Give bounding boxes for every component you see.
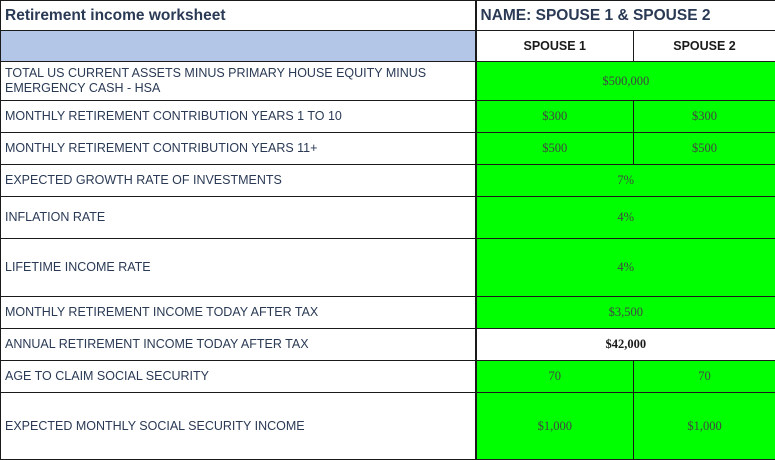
monthly-income-label[interactable]: MONTHLY RETIREMENT INCOME TODAY AFTER TAX bbox=[1, 297, 476, 329]
contrib-1-10-spouse2-cell[interactable]: $300 bbox=[634, 101, 775, 133]
spouse1-header[interactable]: SPOUSE 1 bbox=[476, 31, 634, 62]
ss-age-label[interactable]: AGE TO CLAIM SOCIAL SECURITY bbox=[1, 361, 476, 393]
header-blank-cell[interactable] bbox=[1, 31, 476, 62]
monthly-income-cell[interactable]: $3,500 bbox=[476, 297, 775, 329]
spouse2-header[interactable]: SPOUSE 2 bbox=[634, 31, 775, 62]
assets-value-cell[interactable]: $500,000 bbox=[476, 62, 775, 101]
ss-income-label[interactable]: EXPECTED MONTHLY SOCIAL SECURITY INCOME bbox=[1, 393, 476, 460]
assets-label[interactable]: TOTAL US CURRENT ASSETS MINUS PRIMARY HOUSE EQUITY MINUS EMERGENCY CASH - HSA bbox=[1, 62, 476, 101]
inflation-rate-label[interactable]: INFLATION RATE bbox=[1, 197, 476, 239]
contrib-11-label[interactable]: MONTHLY RETIREMENT CONTRIBUTION YEARS 11+ bbox=[1, 133, 476, 165]
contrib-11-spouse1-cell[interactable]: $500 bbox=[476, 133, 634, 165]
annual-income-label[interactable]: ANNUAL RETIREMENT INCOME TODAY AFTER TAX bbox=[1, 329, 476, 361]
worksheet-title[interactable]: Retirement income worksheet bbox=[1, 1, 476, 31]
name-cell[interactable]: NAME: SPOUSE 1 & SPOUSE 2 bbox=[476, 1, 775, 31]
ss-age-spouse2-cell[interactable]: 70 bbox=[634, 361, 775, 393]
lifetime-income-rate-cell[interactable]: 4% bbox=[476, 239, 775, 297]
lifetime-income-rate-label[interactable]: LIFETIME INCOME RATE bbox=[1, 239, 476, 297]
annual-income-cell[interactable]: $42,000 bbox=[476, 329, 775, 361]
contrib-1-10-spouse1-cell[interactable]: $300 bbox=[476, 101, 634, 133]
inflation-rate-cell[interactable]: 4% bbox=[476, 197, 775, 239]
contrib-11-spouse2-cell[interactable]: $500 bbox=[634, 133, 775, 165]
growth-rate-cell[interactable]: 7% bbox=[476, 165, 775, 197]
contrib-1-10-label[interactable]: MONTHLY RETIREMENT CONTRIBUTION YEARS 1 TO 10 bbox=[1, 101, 476, 133]
growth-rate-label[interactable]: EXPECTED GROWTH RATE OF INVESTMENTS bbox=[1, 165, 476, 197]
ss-income-spouse2-cell[interactable]: $1,000 bbox=[634, 393, 775, 460]
ss-age-spouse1-cell[interactable]: 70 bbox=[476, 361, 634, 393]
ss-income-spouse1-cell[interactable]: $1,000 bbox=[476, 393, 634, 460]
